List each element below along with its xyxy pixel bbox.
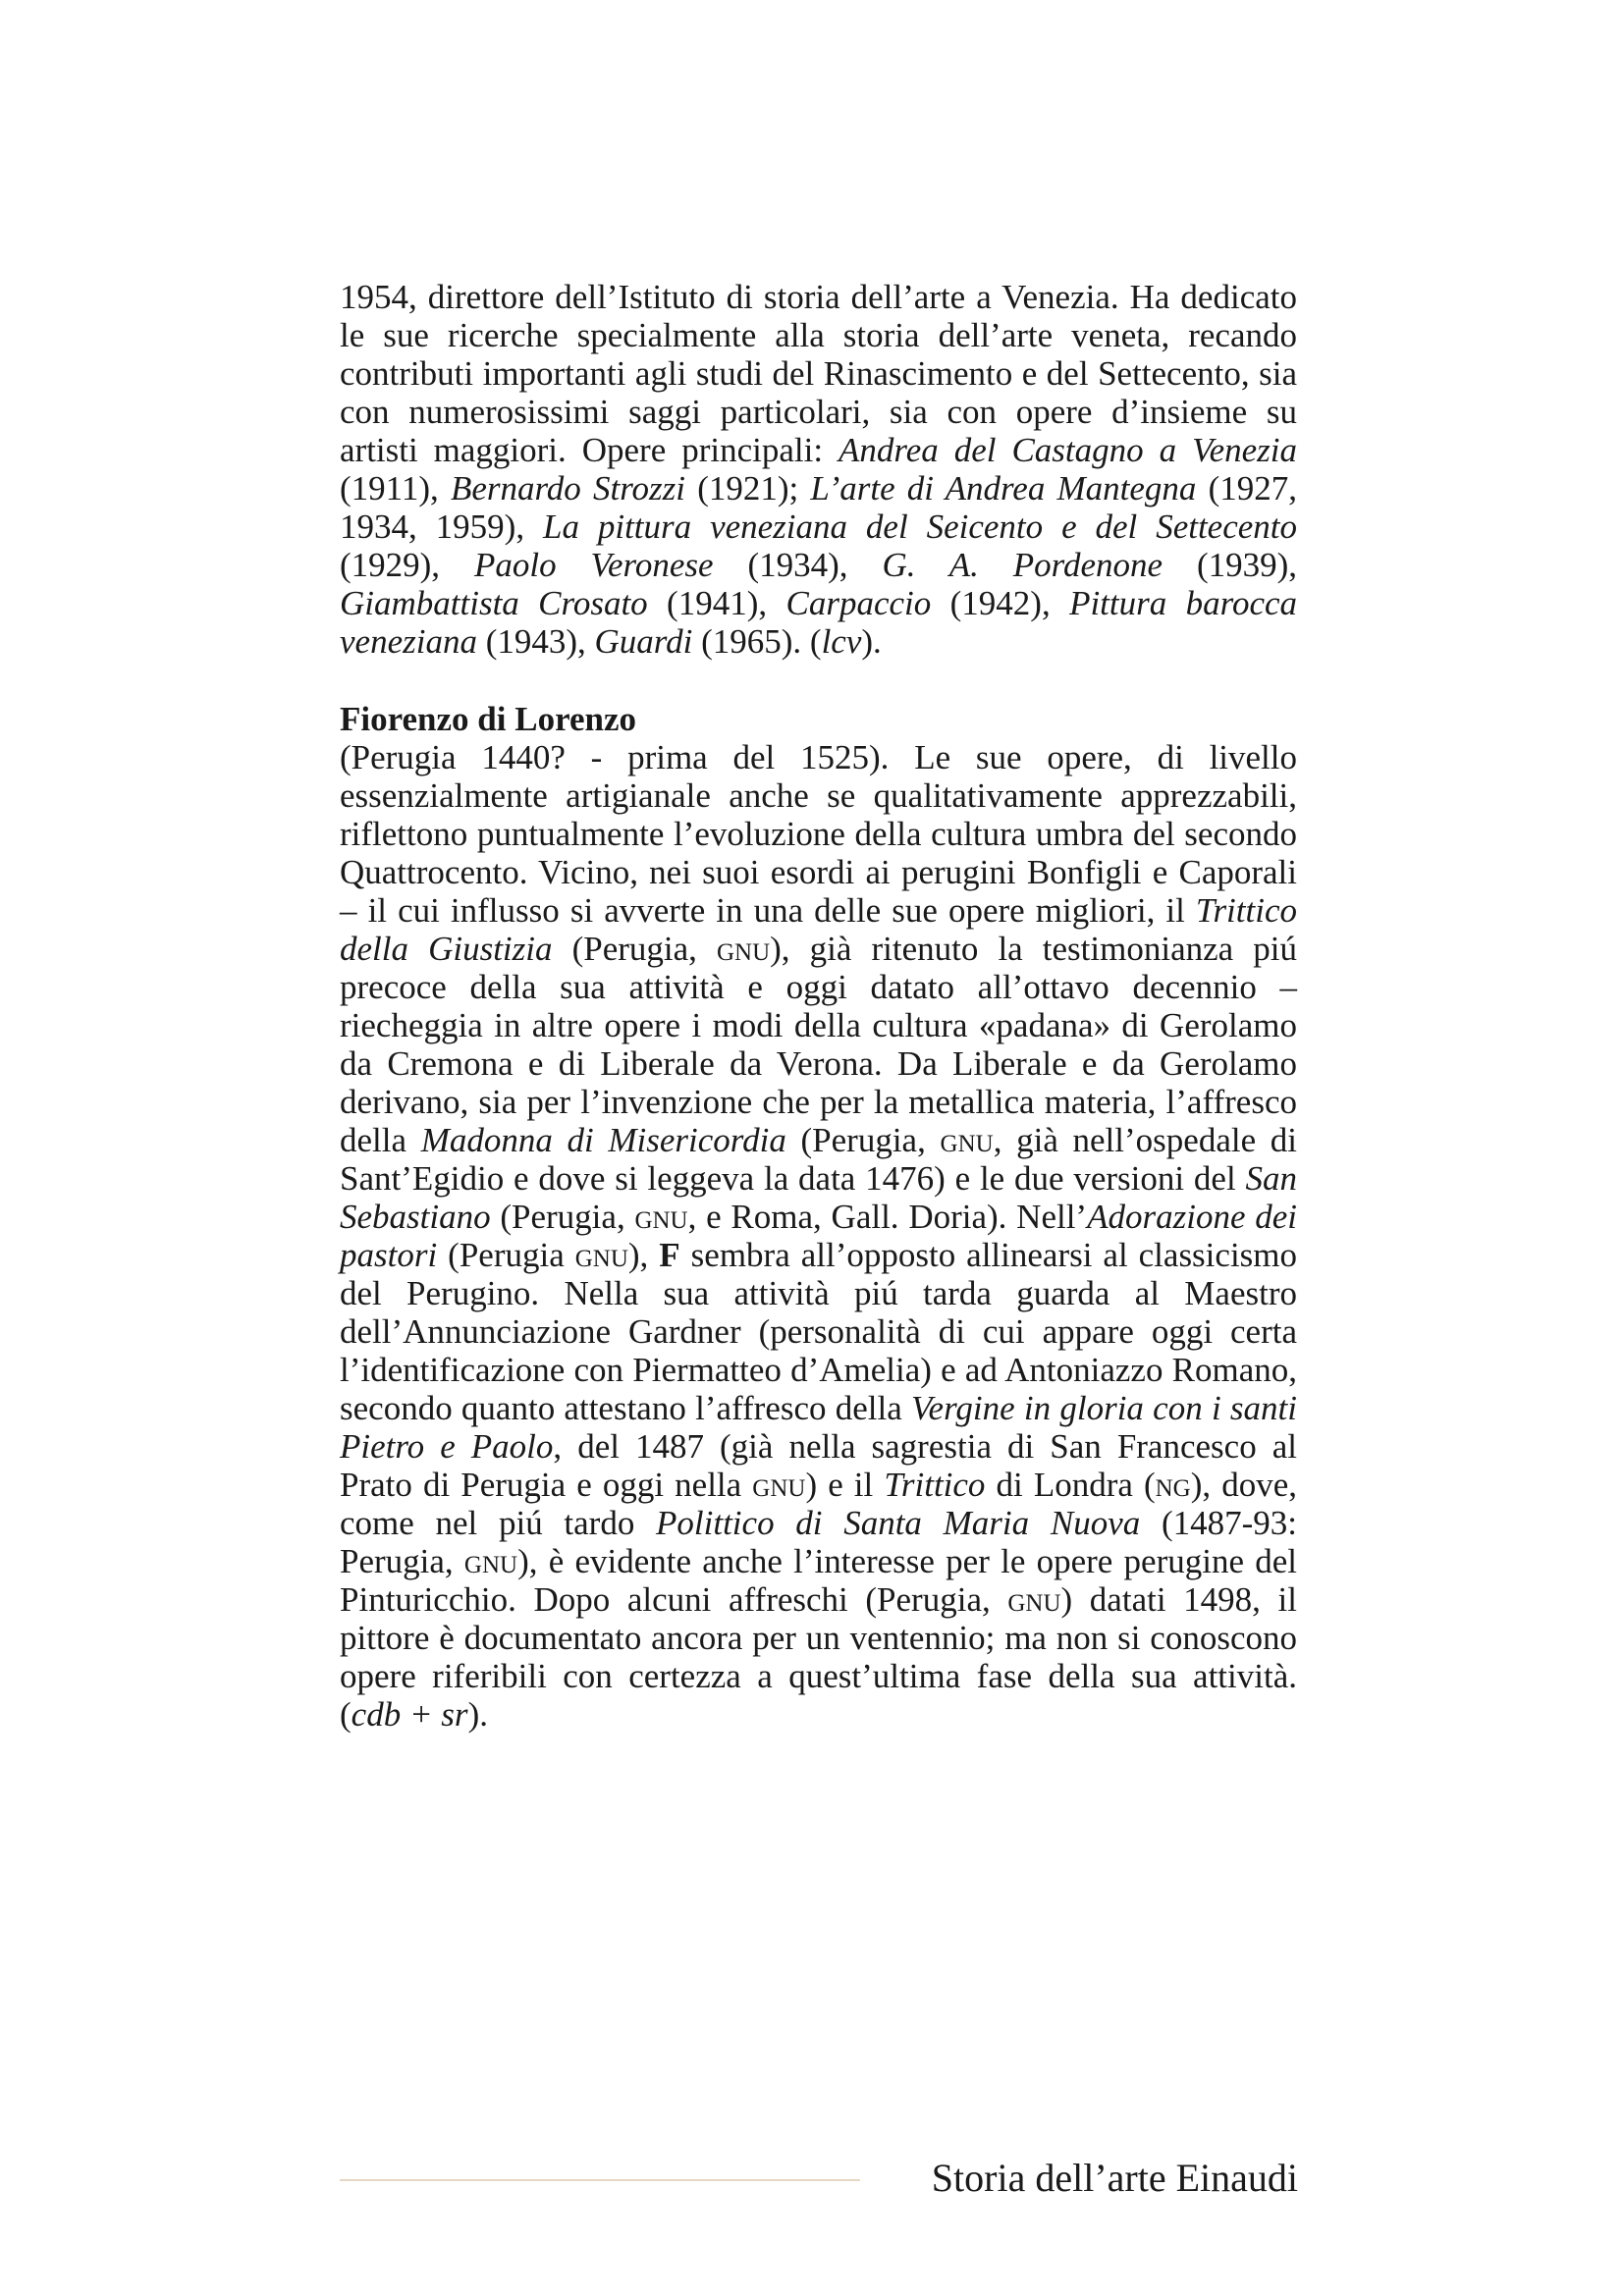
footer-title: Storia dell’arte Einaudi (931, 2156, 1298, 2200)
italic-text: Vergine in gloria con i santi Pietro e Paolo (340, 1389, 1297, 1466)
italic-text: Giambattista Crosato (340, 584, 648, 622)
italic-text: Bernardo Strozzi (450, 469, 686, 507)
footer-rule (340, 2179, 860, 2181)
bold-text: F (659, 1236, 680, 1274)
small-caps-abbreviation: gnu (1007, 1580, 1061, 1619)
text-run: (1927, 1934, 1959), (340, 469, 1298, 546)
italic-text: Carpaccio (785, 584, 932, 622)
italic-text: G. A. Pordenone (882, 546, 1163, 584)
text-run: (1942), (931, 584, 1070, 622)
text-run: (1487-93: Perugia, (340, 1504, 1297, 1580)
text-run: (Perugia, (490, 1198, 635, 1236)
italic-text: San Sebastiano (340, 1159, 1297, 1236)
italic-text: Trittico della Giustizia (340, 891, 1297, 968)
italic-text: Paolo Veronese (473, 546, 714, 584)
text-run: sembra all’opposto allinearsi al classicismo del Perugino. Nella sua attività piú tarda guarda al Maestro dell’Annunciazione Gardner (personalità di cui appare oggi certa l’identificazione con Piermatteo d’Amelia) e ad Antoniazzo Romano, secondo quanto attestano l’affresco della (340, 1236, 1298, 1427)
text-run: ), è evidente anche l’interesse per le opere perugine del Pinturicchio. Dopo alcuni affreschi (Perugia, (340, 1542, 1297, 1619)
text-run: , già nell’ospedale di Sant’Egidio e dove si leggeva la data 1476) e le due versioni del (340, 1121, 1297, 1198)
small-caps-abbreviation: gnu (574, 1236, 628, 1274)
small-caps-abbreviation: gnu (940, 1121, 994, 1159)
text-run: ). (467, 1695, 488, 1734)
entry-body (340, 738, 1297, 1734)
italic-text: lcv (821, 622, 862, 661)
text-run: (1921); (685, 469, 811, 507)
small-caps-abbreviation: gnu (752, 1466, 806, 1504)
italic-text: La pittura veneziana del Seicento e del Settecento (542, 507, 1297, 546)
text-run: (Perugia, (785, 1121, 941, 1159)
text-run: (1939), (1163, 546, 1298, 584)
text-run: (1943), (476, 622, 595, 661)
text-run: (1911), (340, 469, 451, 507)
italic-text: Pittura barocca veneziana (340, 584, 1298, 661)
italic-text: Adorazione dei pastori (340, 1198, 1297, 1274)
italic-text: L’arte di Andrea Mantegna (810, 469, 1197, 507)
text-run: (Perugia 1440? - prima del 1525). Le sue opere, di livello essenzialmente artigianale anche se qualitativamente apprezzabili, riflettono puntualmente l’evoluzione della cultura umbra del secondo Quattrocento. Vicino, nei suoi esordi ai perugini Bonfigli e Caporali – il cui influsso si avverte in una delle sue opere migliori, il (340, 738, 1297, 930)
text-run: ) datati 1498, il pittore è documentato ancora per un ventennio; ma non si conoscono opere riferibili con certezza a quest’ultima fase della sua attività. ( (340, 1580, 1297, 1734)
text-run: (1941), (647, 584, 786, 622)
text-run: di Londra ( (985, 1466, 1156, 1504)
text-run: ), (627, 1236, 660, 1274)
text-run: (1934), (713, 546, 883, 584)
text-run: ). (861, 622, 882, 661)
text-run: (Perugia, (552, 930, 717, 968)
italic-text: Polittico di Santa Maria Nuova (656, 1504, 1141, 1542)
small-caps-abbreviation: ng (1155, 1466, 1191, 1504)
intro-paragraph (340, 278, 1297, 661)
article-column (340, 278, 1297, 1734)
small-caps-abbreviation: gnu (463, 1542, 518, 1580)
italic-text: cdb + sr (351, 1695, 468, 1734)
text-run: , e Roma, Gall. Doria). Nell’ (687, 1198, 1088, 1236)
text-run: ), dove, come nel piú tardo (340, 1466, 1298, 1542)
text-run: ), già ritenuto la testimonianza piú precoce della sua attività e oggi datato all’ottavo decennio – riecheggia in altre opere i modi della cultura «padana» di Gerolamo da Cremona e di Liberale da Verona. Da Liberale e da Gerolamo derivano, sia per l’invenzione che per la metallica materia, l’affresco della (340, 930, 1297, 1159)
italic-text: Madonna di Misericordia (420, 1121, 786, 1159)
text-run: (1929), (340, 546, 474, 584)
text-run: ) e il (805, 1466, 885, 1504)
text-run: (1965). ( (692, 622, 822, 661)
text-run: , del 1487 (già nella sagrestia di San Francesco al Prato di Perugia e oggi nella (340, 1427, 1297, 1504)
small-caps-abbreviation: gnu (716, 930, 771, 968)
italic-text: Andrea del Castagno a Venezia (839, 431, 1297, 469)
small-caps-abbreviation: gnu (634, 1198, 688, 1236)
text-run: (Perugia (437, 1236, 575, 1274)
italic-text: Trittico (884, 1466, 986, 1504)
text-run: 1954, direttore dell’Istituto di storia dell’arte a Venezia. Ha dedicato le sue ricerche specialmente alla storia dell’arte veneta, recando contributi importanti agli studi del Rinascimento e del Settecento, sia con numerosissimi saggi particolari, sia con opere d’insieme su artisti maggiori. Opere principali: (340, 278, 1297, 469)
entry-title: Fiorenzo di Lorenzo (340, 700, 637, 738)
italic-text: Guardi (594, 622, 693, 661)
